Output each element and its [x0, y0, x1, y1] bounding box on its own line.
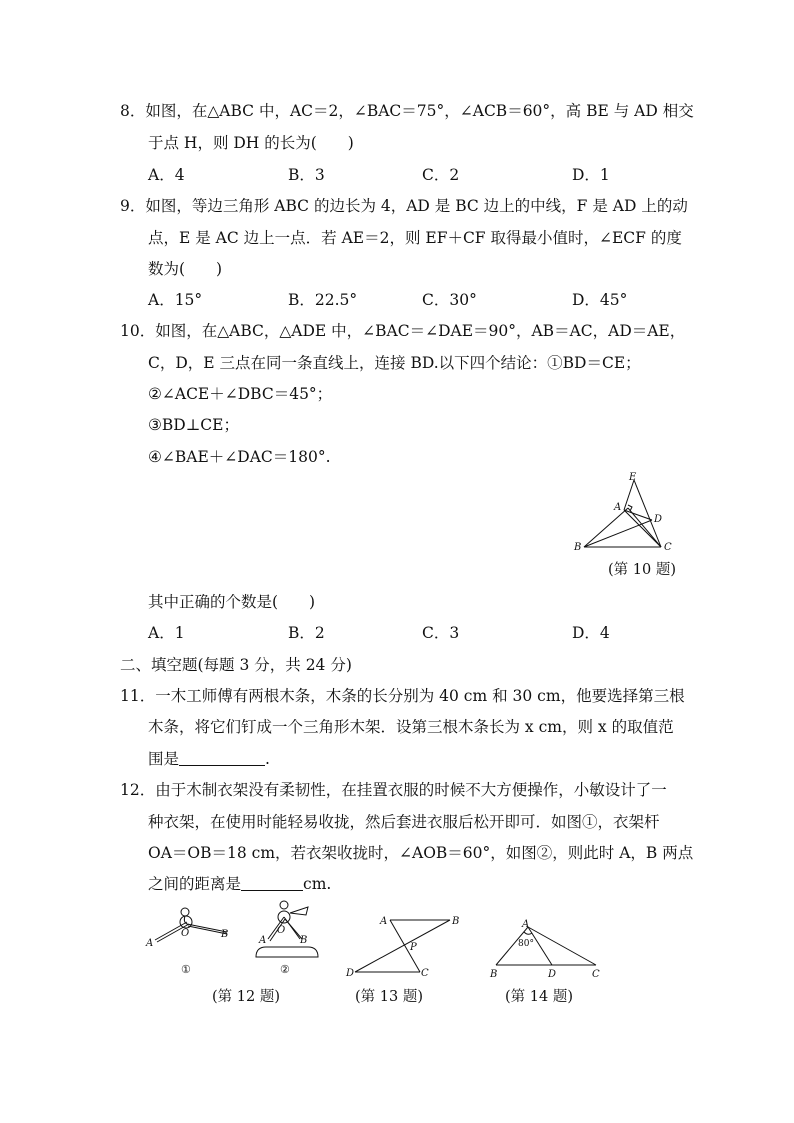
hook-icon	[181, 908, 189, 916]
figure-q14	[486, 915, 606, 980]
q8-option-c: C．2	[422, 166, 460, 184]
figure-q12-1	[143, 900, 243, 980]
fig13-label-a: A	[380, 916, 388, 927]
hook-icon-2	[280, 901, 288, 909]
q9-option-c: C．30°	[422, 291, 477, 309]
fig14-label-d: D	[548, 969, 557, 980]
q10-option-b: B．2	[288, 624, 325, 642]
caption-q14: (第 14 题)	[505, 989, 573, 1005]
segment-ba	[584, 508, 628, 547]
segment-bd	[584, 520, 652, 547]
caption-q12: (第 12 题)	[212, 989, 280, 1005]
fig12-1-label-b: B	[221, 929, 229, 940]
q12-line4	[148, 874, 331, 894]
segment-ac	[528, 927, 596, 965]
fig10-label-b: B	[574, 542, 582, 553]
q8-option-a: A．4	[148, 166, 185, 184]
q9-option-d: D．45°	[572, 291, 628, 309]
fig12-1-label-a: A	[146, 938, 154, 949]
q8-line2: 于点 H，则 DH 的长为( )	[148, 134, 354, 152]
q12-answer-blank[interactable]	[241, 876, 303, 891]
q8-line1: 8．如图，在△ABC 中，AC＝2，∠BAC＝75°，∠ACB＝60°，高 BE 与 AD 相交	[120, 102, 694, 120]
figure-q12-2	[250, 895, 330, 979]
q12-line4-suffix: cm.	[303, 875, 332, 893]
q12-line2: 种衣架，在使用时能轻易收拢，然后套进衣服后松开即可．如图①，衣架杆	[148, 813, 660, 831]
q12-line3: OA＝OB＝18 cm，若衣架收拢时，∠AOB＝60°，如图②，则此时 A，B 两点	[148, 844, 694, 862]
q11-line3-prefix: 围是	[148, 750, 180, 768]
fig14-label-c: C	[592, 969, 600, 980]
fig12-label-1: ①	[181, 963, 191, 976]
q10-question: 其中正确的个数是( )	[148, 593, 316, 611]
q11-line3-suffix: .	[265, 750, 270, 768]
q10-option-a: A．1	[148, 624, 185, 642]
fig12-1-label-o: O	[181, 928, 190, 939]
fig13-label-c: C	[421, 968, 429, 979]
section-2-title: 二、填空题(每题 3 分，共 24 分)	[120, 656, 352, 674]
q10-line2: C，D，E 三点在同一条直线上，连接 BD.以下四个结论：①BD＝CE；	[148, 354, 641, 372]
q10-line3: ②∠ACE＋∠DBC＝45°；	[148, 385, 333, 403]
fig10-label-c: C	[664, 542, 672, 553]
segment-bd	[355, 920, 450, 972]
q11-line1: 11．一木工师傅有两根木条，木条的长分别为 40 cm 和 30 cm，他要选择第三根	[120, 687, 685, 705]
q9-line2: 点，E 是 AC 边上一点．若 AE＝2，则 EF＋CF 取得最小值时，∠ECF 的度	[148, 229, 682, 247]
q9-line1: 9．如图，等边三角形 ABC 的边长为 4，AD 是 BC 边上的中线，F 是 AD 上的动	[120, 197, 688, 215]
fig10-label-a: A	[614, 502, 622, 513]
q9-option-a: A．15°	[148, 291, 203, 309]
fig12-2-label-o: O	[277, 925, 286, 936]
garment-shape	[256, 947, 318, 957]
figure-q10	[568, 470, 680, 556]
fig10-label-e: E	[629, 472, 637, 483]
q11-line3	[148, 749, 270, 769]
q10-caption: (第 10 题)	[608, 562, 676, 578]
q12-line1: 12．由于木制衣架没有柔韧性，在挂置衣服的时候不大方便操作，小敏设计了一	[120, 781, 667, 799]
q11-answer-blank[interactable]	[179, 751, 265, 766]
fig13-label-p: P	[410, 942, 417, 953]
q10-line5: ④∠BAE＋∠DAC＝180°.	[148, 448, 331, 466]
fig14-label-b: B	[490, 969, 498, 980]
fig13-label-d: D	[346, 968, 355, 979]
q10-option-c: C．3	[422, 624, 460, 642]
q8-option-d: D．1	[572, 166, 610, 184]
fig13-label-b: B	[452, 916, 460, 927]
figure-q13	[340, 910, 470, 980]
fig12-label-2: ②	[280, 963, 290, 976]
q10-line1: 10．如图，在△ABC，△ADE 中，∠BAC＝∠DAE＝90°，AB＝AC，AD＝AE，	[120, 322, 686, 340]
fig12-2-label-b: B	[300, 935, 308, 946]
q11-line2: 木条，将它们钉成一个三角形木架．设第三根木条长为 x cm，则 x 的取值范	[148, 718, 674, 736]
fig14-angle: 80°	[518, 939, 534, 949]
q10-option-d: D．4	[572, 624, 610, 642]
caption-q13: (第 13 题)	[355, 989, 423, 1005]
q9-line3: 数为( )	[148, 260, 223, 278]
fig10-label-d: D	[654, 514, 663, 525]
q8-option-b: B．3	[288, 166, 325, 184]
fig12-2-label-a: A	[259, 935, 267, 946]
fig14-label-a: A	[522, 919, 530, 930]
q10-line4: ③BD⊥CE；	[148, 416, 239, 434]
q12-line4-prefix: 之间的距离是	[148, 875, 242, 893]
q9-option-b: B．22.5°	[288, 291, 358, 309]
